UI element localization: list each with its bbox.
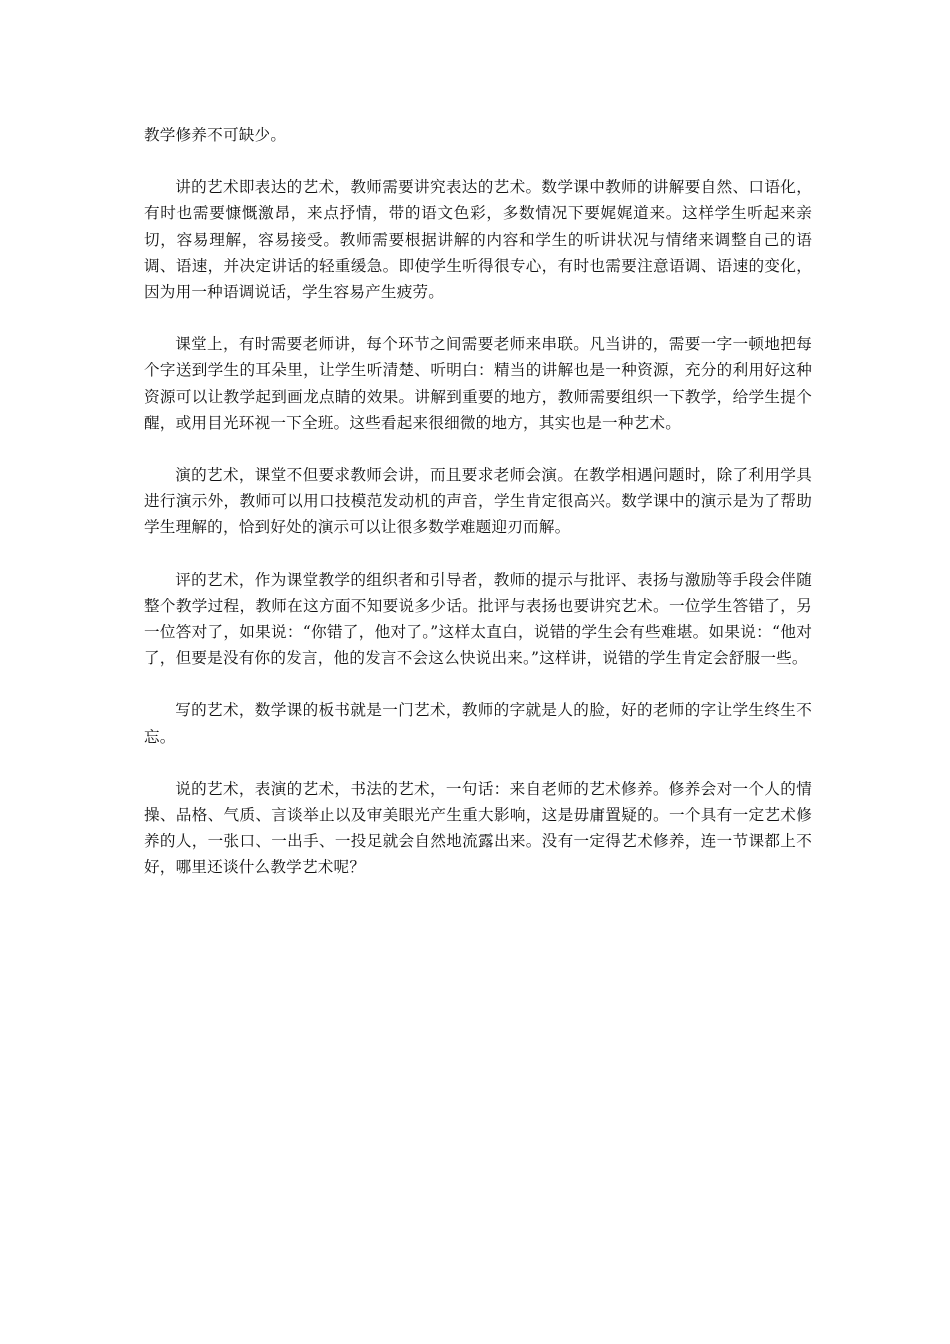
paragraph-2: 讲的艺术即表达的艺术，教师需要讲究表达的艺术。数学课中教师的讲解要自然、口语化，有时也需要慷慨激昂，来点抒情，带的语文色彩，多数情况下要娓娓道来。这样学生听起来亲切，容易理解，容易接受。教师需要根据讲解的内容和学生的听讲状况与情绪来调整自己的语调、语速，并决定讲话的轻重缓急。即使学生听得很专心，有时也需要注意语调、语速的变化，因为用一种语调说话，学生容易产生疲劳。 [144, 178, 812, 302]
paragraph-3: 课堂上，有时需要老师讲，每个环节之间需要老师来串联。凡当讲的，需要一字一顿地把每个字送到学生的耳朵里，让学生听清楚、听明白：精当的讲解也是一种资源，充分的利用好这种资源可以让教学起到画龙点睛的效果。讲解到重要的地方，教师需要组织一下教学，给学生提个醒，或用目光环视一下全班。这些看起来很细微的地方，其实也是一种艺术。 [144, 335, 812, 432]
paragraph-5: 评的艺术，作为课堂教学的组织者和引导者，教师的提示与批评、表扬与激励等手段会伴随整个教学过程，教师在这方面不知要说多少话。批评与表扬也要讲究艺术。一位学生答错了，另一位答对了，如果说：“你错了，他对了。”这样太直白，说错的学生会有些难堪。如果说：“他对了，但要是没有你的发言，他的发言不会这么快说出来。”这样讲，说错的学生肯定会舒服一些。 [144, 570, 812, 668]
paragraph-7: 说的艺术，表演的艺术，书法的艺术，一句话：来自老师的艺术修养。修养会对一个人的情操、品格、气质、言谈举止以及审美眼光产生重大影响，这是毋庸置疑的。一个具有一定艺术修养的人，一张口、一出手、一投足就会自然地流露出来。没有一定得艺术修养，连一节课都上不好，哪里还谈什么教学艺术呢？ [144, 779, 812, 877]
paragraph-1: 教学修养不可缺少。 [144, 126, 287, 144]
paragraph-6: 写的艺术，数学课的板书就是一门艺术，教师的字就是人的脸，好的老师的字让学生终生不忘。 [144, 701, 812, 746]
document-body [144, 122, 812, 907]
paragraph-4: 演的艺术，课堂不但要求教师会讲，而且要求老师会演。在教学相遇问题时，除了利用学具进行演示外，教师可以用口技模范发动机的声音，学生肯定很高兴。数学课中的演示是为了帮助学生理解的，恰到好处的演示可以让很多数学难题迎刃而解。 [144, 466, 812, 537]
